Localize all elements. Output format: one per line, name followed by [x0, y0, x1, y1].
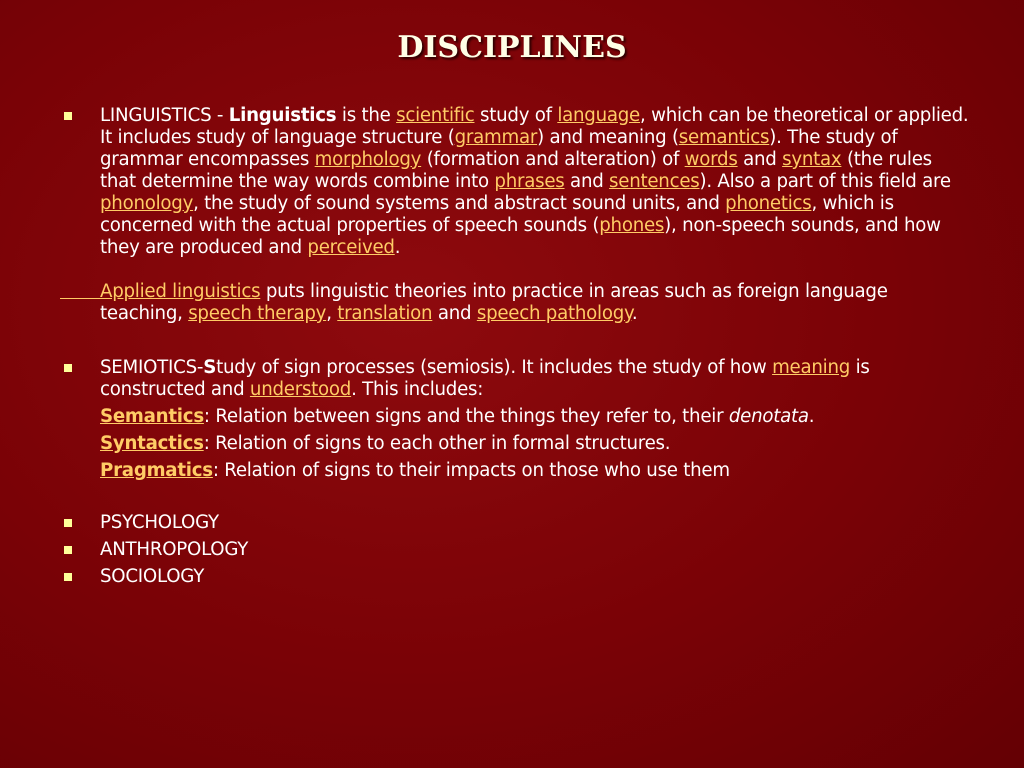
link-phonetics[interactable]: phonetics [725, 193, 812, 214]
link-phones[interactable]: phones [599, 215, 665, 236]
bullet-label: PSYCHOLOGY [100, 512, 219, 533]
link-applied-linguistics[interactable]: Applied linguistics [100, 281, 261, 302]
link-perceived[interactable]: perceived [307, 237, 395, 258]
square-bullet-icon [64, 573, 72, 581]
link-translation[interactable]: translation [337, 303, 433, 324]
link-morphology[interactable]: morphology [314, 149, 422, 170]
linguistics-bold: Linguistics [228, 105, 337, 126]
square-bullet-icon [64, 112, 72, 120]
psychology-bullet [60, 512, 970, 534]
semiotics-subitem-syntactics: Syntactics: Relation of signs to each other in formal structures. [100, 433, 671, 454]
semiotics-subitem-pragmatics: Pragmatics: Relation of signs to their impacts on those who use them [100, 460, 730, 481]
semiotics-bullet [60, 357, 970, 401]
applied-linguistics-paragraph: Applied linguistics puts linguistic theories into practice in areas such as foreign language teaching, speech therapy, translation and speech pathology. [60, 281, 970, 325]
linguistics-bullet [60, 105, 970, 259]
link-sentences[interactable]: sentences [609, 171, 700, 192]
link-pragmatics-term[interactable]: Pragmatics [100, 460, 213, 481]
link-semantics-term[interactable]: Semantics [100, 406, 204, 427]
link-phrases[interactable]: phrases [494, 171, 565, 192]
anthropology-bullet [60, 539, 970, 561]
slide-body [60, 105, 970, 588]
link-meaning[interactable]: meaning [772, 357, 851, 378]
square-bullet-icon [64, 546, 72, 554]
link-speech-pathology[interactable]: speech pathology [476, 303, 632, 324]
link-scientific[interactable]: scientific [396, 105, 475, 126]
link-grammar[interactable]: grammar [454, 127, 538, 148]
bullet-label: SOCIOLOGY [100, 566, 205, 587]
link-language[interactable]: language [557, 105, 640, 126]
semiotics-paragraph: SEMIOTICS-Study of sign processes (semiosis). It includes the study of how meaning is constructed and understood. This includes: [100, 357, 870, 400]
link-understood[interactable]: understood [249, 379, 352, 400]
semiotics-subitem-semantics: Semantics: Relation between signs and the things they refer to, their denotata. [100, 406, 815, 427]
link-words[interactable]: words [684, 149, 738, 170]
square-bullet-icon [64, 519, 72, 527]
link-phonology[interactable]: phonology [100, 193, 194, 214]
linguistics-paragraph: LINGUISTICS - Linguistics is the scientific study of language, which can be theoretical or applied. It includes study of language structure (grammar) and meaning (semantics). The study of grammar encompasses morphology (formation and alteration) of words and syntax (the rules that determine the way words combine into phrases and sentences). Also a part of this field are phonology, the study of sound systems and abstract sound units, and phonetics, which is concerned with the actual properties of speech sounds (phones), non-speech sounds, and how they are produced and perceived. [100, 105, 969, 258]
link-syntactics-term[interactable]: Syntactics [100, 433, 204, 454]
sociology-bullet [60, 566, 970, 588]
link-speech-therapy[interactable]: speech therapy [188, 303, 327, 324]
slide-title: DISCIPLINES [397, 30, 627, 65]
applied-underline-prefix [60, 281, 104, 303]
bullet-label: ANTHROPOLOGY [100, 539, 249, 560]
link-semantics[interactable]: semantics [678, 127, 770, 148]
link-syntax[interactable]: syntax [782, 149, 842, 170]
square-bullet-icon [64, 364, 72, 372]
